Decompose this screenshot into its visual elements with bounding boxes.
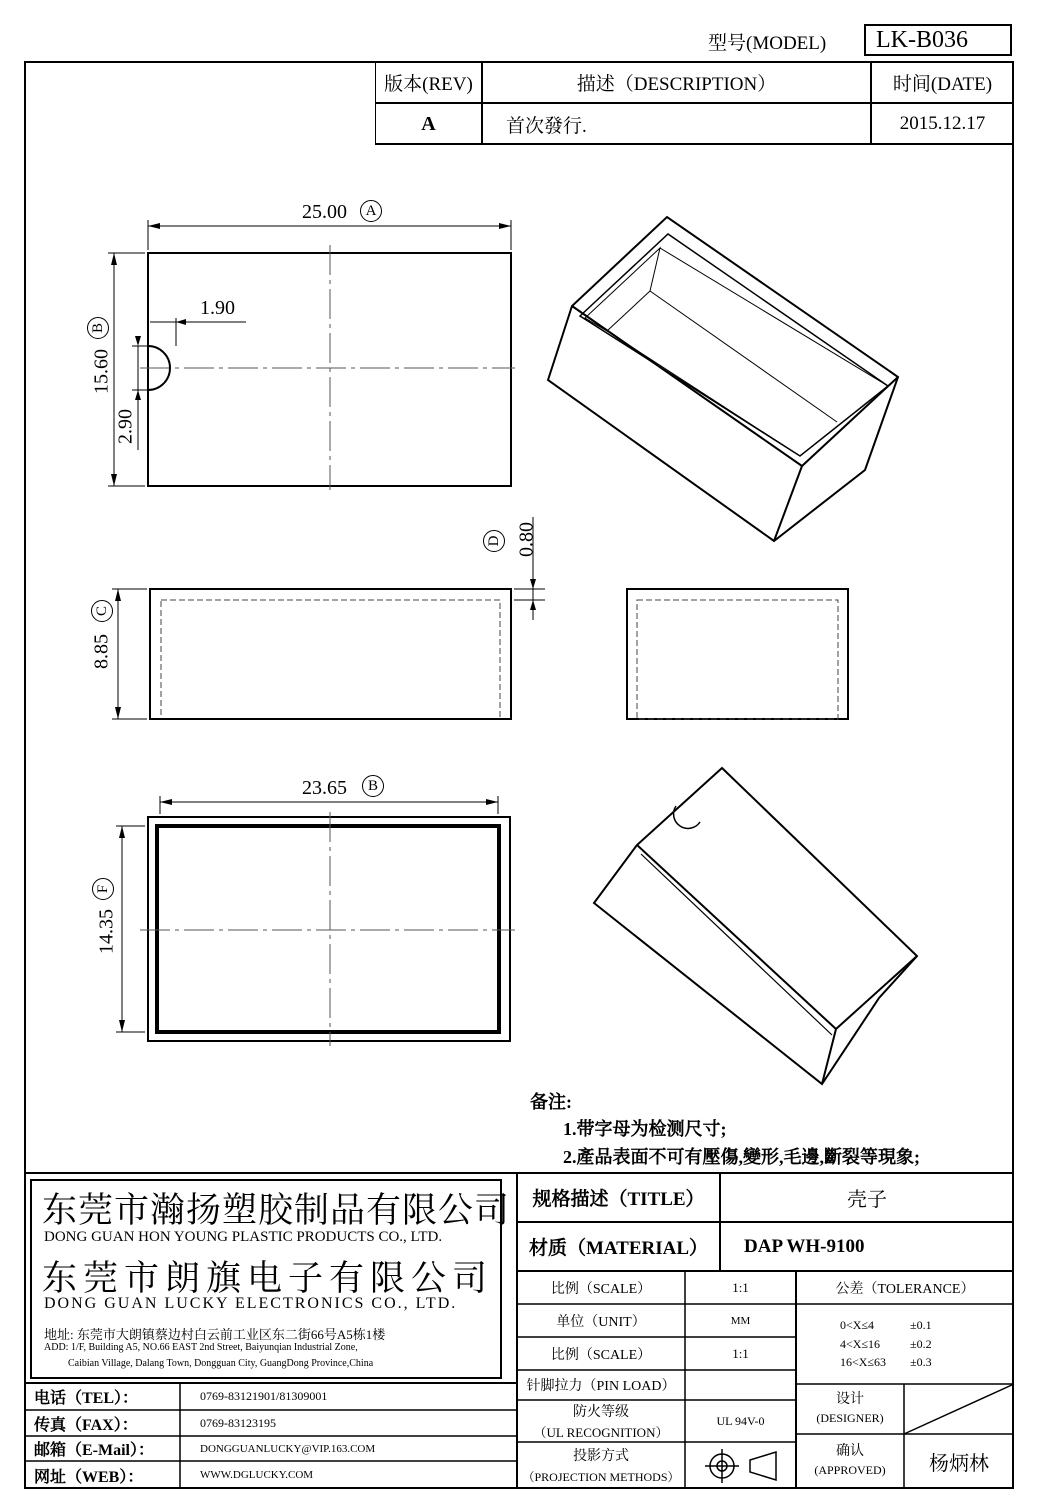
pin-load-value	[685, 1370, 796, 1400]
projection-label-1: 投影方式	[573, 1449, 629, 1464]
scale-label: 比例（SCALE）	[550, 1281, 652, 1297]
designer-label-2: (DESIGNER)	[816, 1410, 884, 1425]
title-value: 壳子	[847, 1189, 887, 1211]
scale2-label: 比例（SCALE）	[550, 1347, 652, 1363]
fire-label-1: 防火等级	[573, 1405, 629, 1420]
description-value: 首次發行.	[506, 115, 587, 137]
company-address-en-2: Caibian Village, Dalang Town, Dongguan City, GuangDong Province,China	[68, 1358, 374, 1369]
email-value: DONGGUANLUCKY@VIP.163.COM	[200, 1442, 376, 1455]
model-label: 型号(MODEL)	[708, 33, 827, 54]
description-header: 描述（DESCRIPTION）	[576, 73, 777, 95]
tel-label: 电话（TEL）：	[34, 1390, 139, 1407]
dim-inner-height-tag: F	[94, 884, 111, 894]
tolerance-label: 公差（TOLERANCE）	[835, 1281, 975, 1297]
company-name-cn-1: 东莞市瀚扬塑胶制品有限公司	[42, 1191, 511, 1230]
tel-value: 0769-83121901/81309001	[200, 1389, 328, 1403]
note-item-2: 2.產品表面不可有壓傷,變形,毛邊,斷裂等現象;	[563, 1147, 920, 1167]
company-address-en-1: ADD: 1/F, Building A5, NO.66 EAST 2nd Street, Baiyunqian Industrial Zone,	[44, 1342, 358, 1353]
dim-width: 25.00	[302, 201, 347, 223]
web-label: 网址（WEB）：	[34, 1468, 144, 1486]
dim-height-tag: B	[89, 323, 106, 334]
scale2-value: 1:1	[732, 1345, 749, 1361]
dim-notch-height: 2.90	[114, 409, 137, 444]
dim-depth-tag: C	[93, 606, 110, 617]
note-item-1: 1.带字母为检测尺寸;	[563, 1119, 727, 1139]
dim-inner-width: 23.65	[302, 777, 347, 799]
company-name-en-1: DONG GUAN HON YOUNG PLASTIC PRODUCTS CO., LTD.	[44, 1229, 443, 1245]
tolerance-value-3: ±0.3	[910, 1355, 932, 1369]
material-label: 材质（MATERIAL）	[528, 1238, 709, 1259]
projection-label-2: （PROJECTION METHODS）	[522, 1469, 680, 1484]
title-label: 规格描述（TITLE）	[532, 1189, 705, 1210]
dim-height: 15.60	[90, 349, 113, 394]
fire-label-2: （UL RECOGNITION）	[533, 1424, 669, 1440]
tolerance-value-1: ±0.1	[910, 1318, 932, 1332]
approved-value: 杨炳林	[929, 1453, 989, 1475]
designer-value	[904, 1384, 1014, 1434]
approved-label-1: 确认	[836, 1444, 864, 1459]
date-header: 时间(DATE)	[892, 73, 993, 95]
projection-symbol	[705, 1449, 776, 1483]
tolerance-range-3: 16<X≤63	[840, 1355, 887, 1369]
company-name-en-2: DONG GUAN LUCKY ELECTRONICS CO., LTD.	[44, 1295, 458, 1312]
dim-depth: 8.85	[90, 634, 113, 669]
email-label: 邮箱（E-Mail）：	[34, 1442, 154, 1459]
fax-label: 传真（FAX）：	[34, 1416, 138, 1434]
dim-width-tag: A	[365, 202, 377, 219]
tolerance-range-1: 0<X≤4	[840, 1318, 875, 1332]
notes-title: 备注:	[530, 1092, 572, 1112]
unit-label: 单位（UNIT）	[556, 1314, 646, 1330]
dim-inner-height: 14.35	[95, 909, 118, 954]
company-name-cn-2: 东莞市朗旗电子有限公司	[42, 1259, 494, 1298]
company-address-cn: 地址: 东莞市大朗镇蔡边村白云前工业区东二街66号A5栋1楼	[44, 1327, 386, 1342]
approved-label-2: (APPROVED)	[814, 1462, 886, 1477]
designer-label-1: 设计	[836, 1392, 864, 1407]
tolerance-range-2: 4<X≤16	[840, 1337, 881, 1351]
tolerance-value-2: ±0.2	[910, 1337, 932, 1351]
fire-value: UL 94V-0	[716, 1413, 765, 1428]
scale-value: 1:1	[732, 1279, 749, 1295]
dim-wall: 0.80	[515, 522, 538, 557]
material-value: DAP WH-9100	[744, 1235, 865, 1257]
dim-wall-tag: D	[485, 535, 502, 547]
model-value: LK-B036	[876, 26, 968, 53]
pin-load-label: 针脚拉力（PIN LOAD）	[526, 1379, 676, 1394]
dim-notch-offset: 1.90	[200, 297, 235, 319]
dim-inner-width-tag: B	[367, 777, 378, 794]
fax-value: 0769-83123195	[200, 1415, 276, 1430]
rev-header: 版本(REV)	[384, 73, 473, 95]
web-value: WWW.DGLUCKY.COM	[200, 1469, 314, 1481]
date-value: 2015.12.17	[899, 113, 986, 134]
unit-value: MM	[730, 1314, 751, 1327]
rev-value: A	[421, 112, 436, 135]
